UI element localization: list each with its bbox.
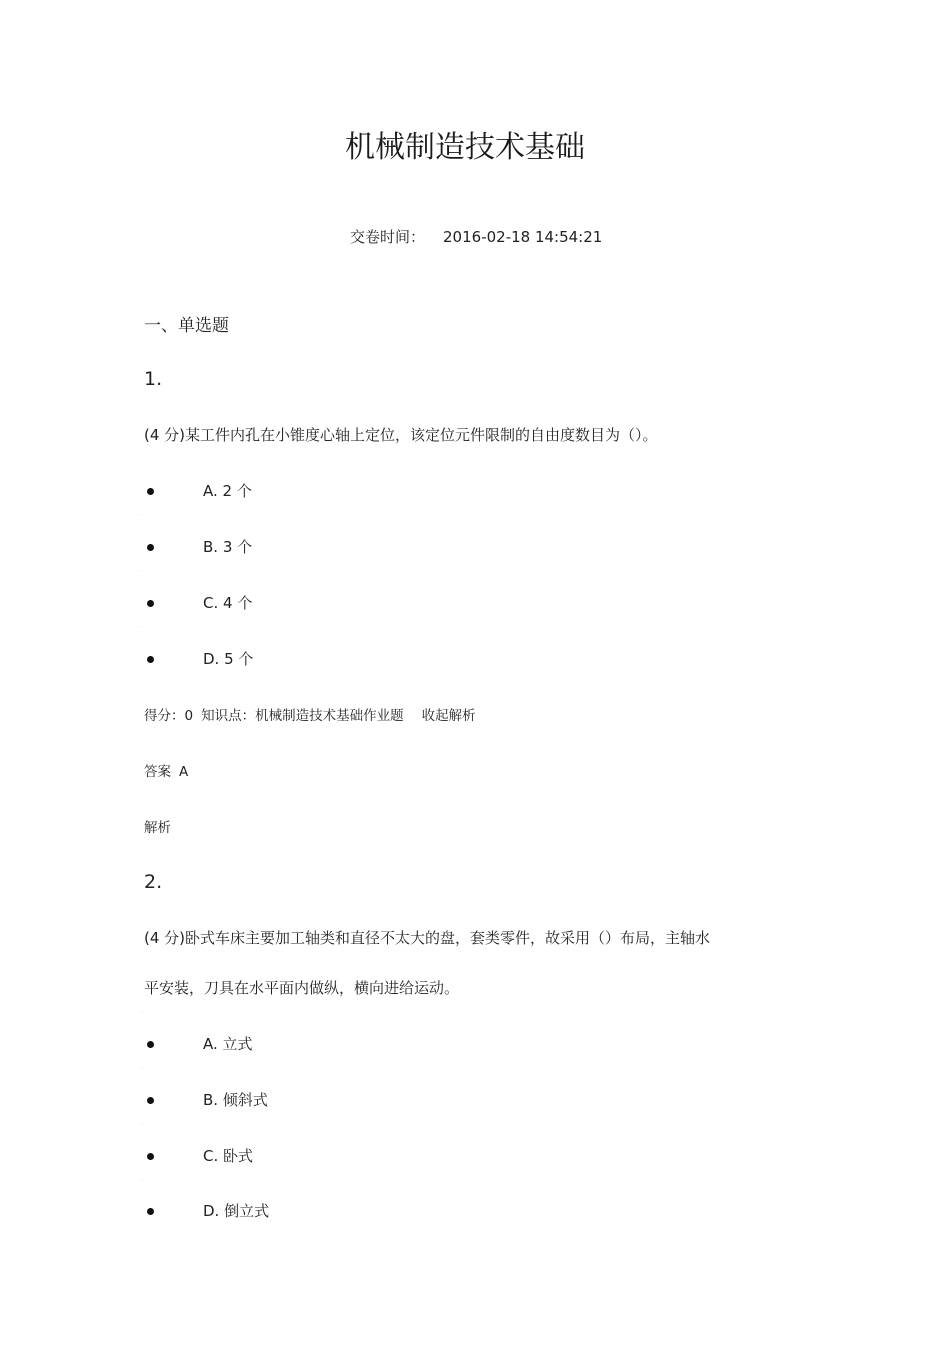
section-title: 一、单选题 xyxy=(144,316,229,336)
separator-dot: · xyxy=(141,624,143,631)
separator-dot: · xyxy=(141,1066,143,1073)
knowledge-label: 知识点： xyxy=(201,708,256,724)
option-label[interactable]: D. 倒立式 xyxy=(203,1202,270,1220)
score-label: 得分： xyxy=(144,708,185,724)
option-bullet[interactable] xyxy=(147,656,154,663)
option-label[interactable]: C. 4 个 xyxy=(203,594,253,612)
option-bullet[interactable] xyxy=(147,1097,154,1104)
option-bullet[interactable] xyxy=(147,544,154,551)
question-text: (4 分)卧式车床主要加工轴类和直径不太大的盘，套类零件，故采用（）布局，主轴水 xyxy=(144,929,711,947)
question-number: 1. xyxy=(144,368,163,390)
submit-time-value: 2016-02-18 14:54:21 xyxy=(443,228,603,246)
option-label[interactable]: A. 2 个 xyxy=(203,482,252,500)
document-title: 机械制造技术基础 xyxy=(345,130,585,165)
option-label[interactable]: C. 卧式 xyxy=(203,1147,254,1165)
separator-dot: · xyxy=(141,1122,143,1129)
separator-dot: · xyxy=(141,512,143,519)
answer-label: 答案 xyxy=(144,764,171,780)
option-bullet[interactable] xyxy=(147,488,154,495)
option-bullet[interactable] xyxy=(147,1041,154,1048)
score-row xyxy=(144,704,476,724)
option-bullet[interactable] xyxy=(147,1208,154,1215)
question-text-continued: 平安装，刀具在水平面内做纵，横向进给运动。 xyxy=(144,979,460,997)
option-bullet[interactable] xyxy=(147,1153,154,1160)
answer-row xyxy=(144,760,188,780)
option-bullet[interactable] xyxy=(147,600,154,607)
option-label[interactable]: A. 立式 xyxy=(203,1035,253,1053)
collapse-analysis-link[interactable]: 收起解析 xyxy=(421,708,476,724)
analysis-label: 解析 xyxy=(144,820,171,836)
separator-dot: · xyxy=(141,1178,143,1185)
question-number: 2. xyxy=(144,871,163,893)
submit-time-label: 交卷时间： xyxy=(350,228,426,246)
knowledge-value: 机械制造技术基础作业题 xyxy=(255,708,404,724)
question-text: (4 分)某工件内孔在小锥度心轴上定位，该定位元件限制的自由度数目为（）。 xyxy=(144,426,658,444)
score-value: 0 xyxy=(184,708,194,724)
submit-time-row xyxy=(350,226,602,247)
separator-dot: · xyxy=(141,1010,143,1017)
option-label[interactable]: D. 5 个 xyxy=(203,650,254,668)
option-label[interactable]: B. 3 个 xyxy=(203,538,253,556)
option-label[interactable]: B. 倾斜式 xyxy=(203,1091,268,1109)
answer-value: A xyxy=(179,764,189,780)
separator-dot: · xyxy=(141,568,143,575)
